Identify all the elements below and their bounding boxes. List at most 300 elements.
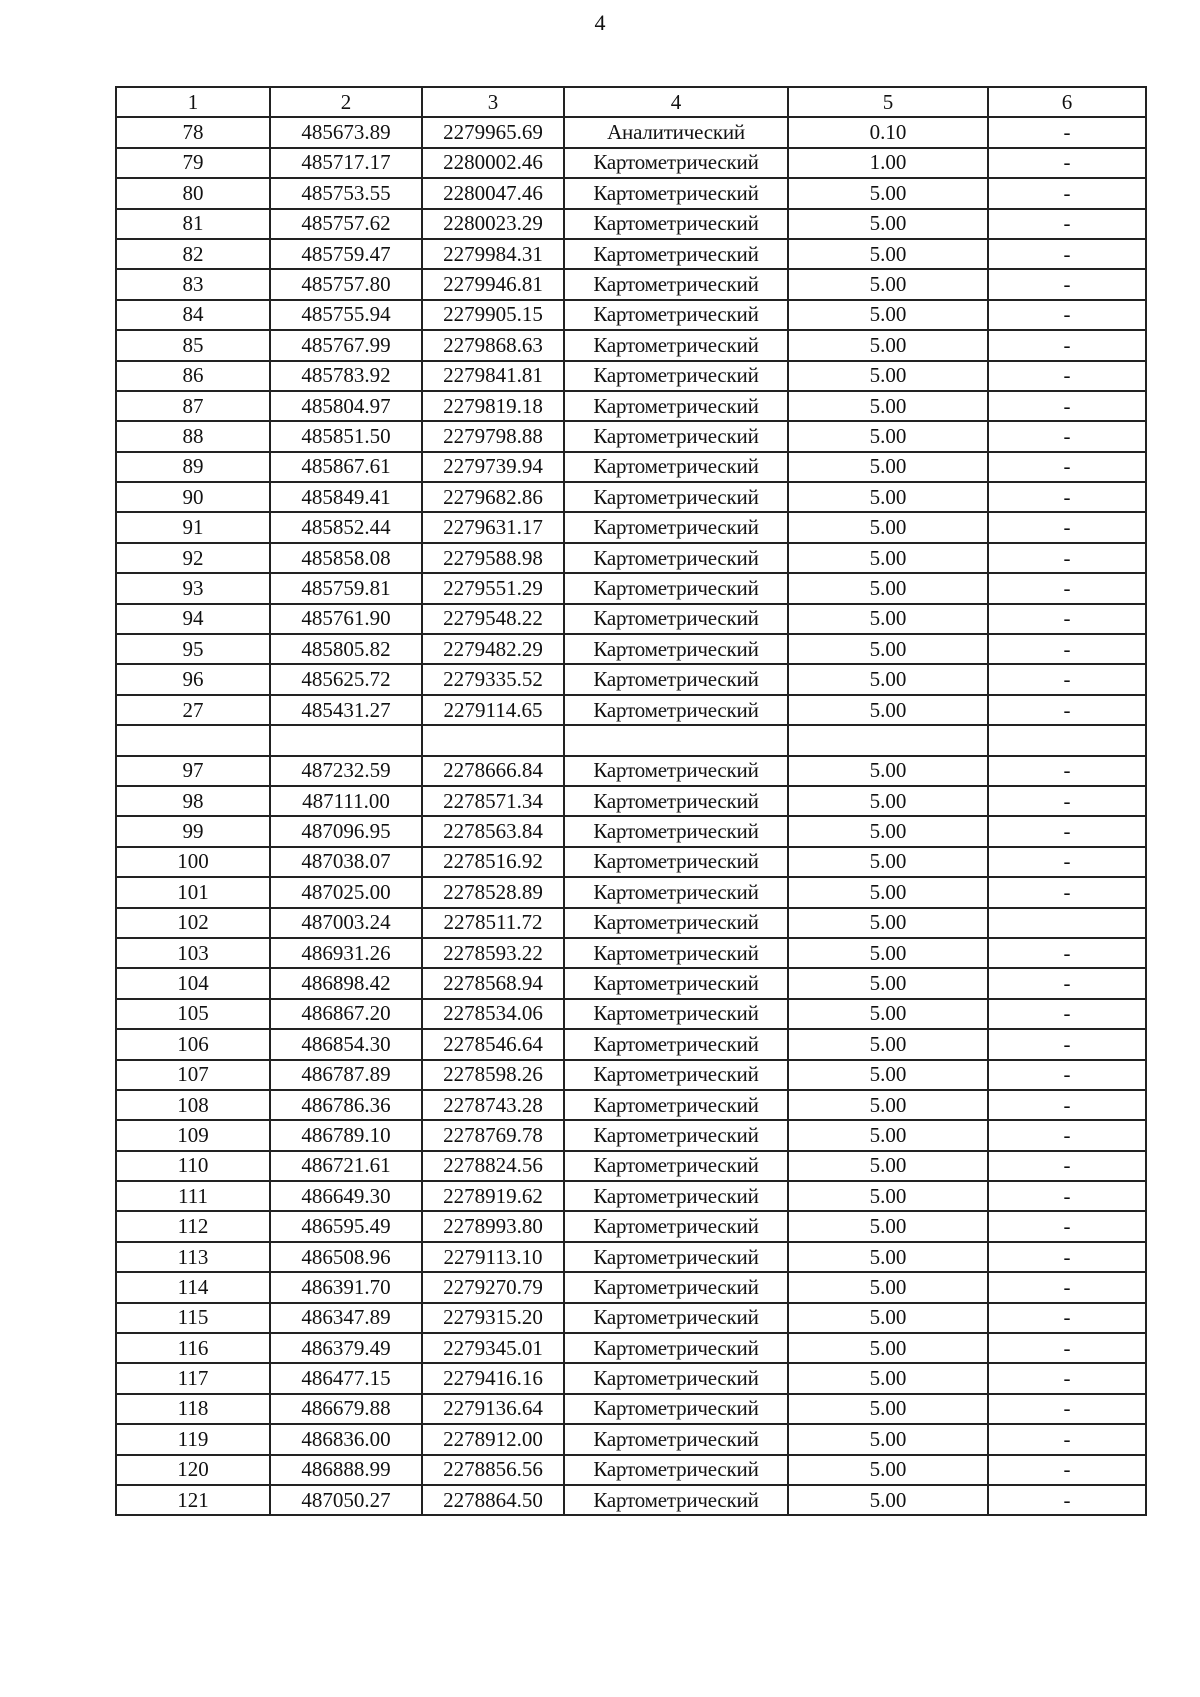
cell-y-coordinate: 2278993.80 — [422, 1211, 564, 1241]
table-row — [116, 604, 1146, 634]
cell-method: Картометрический — [564, 178, 788, 208]
cell-x-coordinate: 486854.30 — [270, 1029, 422, 1059]
cell-accuracy: 5.00 — [788, 1485, 988, 1515]
cell-y-coordinate: 2278912.00 — [422, 1424, 564, 1454]
cell-method: Картометрический — [564, 1272, 788, 1302]
cell-point-number: 110 — [116, 1151, 270, 1181]
cell-accuracy: 5.00 — [788, 1394, 988, 1424]
column-header-5: 5 — [788, 87, 988, 117]
column-header-4: 4 — [564, 87, 788, 117]
cell-x-coordinate: 485852.44 — [270, 512, 422, 542]
cell-point-number: 90 — [116, 482, 270, 512]
cell-accuracy: 5.00 — [788, 391, 988, 421]
cell-point-number — [116, 725, 270, 755]
cell-description: - — [988, 482, 1146, 512]
cell-x-coordinate: 486786.36 — [270, 1090, 422, 1120]
cell-x-coordinate: 485431.27 — [270, 695, 422, 725]
cell-accuracy: 5.00 — [788, 756, 988, 786]
cell-method: Картометрический — [564, 1029, 788, 1059]
table-row — [116, 1424, 1146, 1454]
cell-description: - — [988, 178, 1146, 208]
cell-accuracy: 5.00 — [788, 1060, 988, 1090]
cell-method: Картометрический — [564, 999, 788, 1029]
cell-description — [988, 725, 1146, 755]
cell-method: Аналитический — [564, 117, 788, 147]
table-row — [116, 269, 1146, 299]
cell-y-coordinate: 2278528.89 — [422, 877, 564, 907]
cell-accuracy: 5.00 — [788, 1181, 988, 1211]
cell-y-coordinate: 2279114.65 — [422, 695, 564, 725]
cell-y-coordinate: 2278743.28 — [422, 1090, 564, 1120]
cell-method: Картометрический — [564, 148, 788, 178]
table-row — [116, 786, 1146, 816]
cell-point-number: 84 — [116, 300, 270, 330]
table-row — [116, 816, 1146, 846]
cell-point-number: 81 — [116, 209, 270, 239]
cell-point-number: 107 — [116, 1060, 270, 1090]
cell-method — [564, 725, 788, 755]
cell-y-coordinate: 2279984.31 — [422, 239, 564, 269]
cell-point-number: 115 — [116, 1303, 270, 1333]
cell-accuracy: 5.00 — [788, 330, 988, 360]
cell-method: Картометрический — [564, 482, 788, 512]
cell-method: Картометрический — [564, 1120, 788, 1150]
cell-accuracy — [788, 725, 988, 755]
cell-x-coordinate: 487096.95 — [270, 816, 422, 846]
cell-method: Картометрический — [564, 1333, 788, 1363]
cell-description: - — [988, 756, 1146, 786]
table-row — [116, 543, 1146, 573]
cell-y-coordinate: 2278571.34 — [422, 786, 564, 816]
cell-accuracy: 5.00 — [788, 999, 988, 1029]
cell-y-coordinate: 2279905.15 — [422, 300, 564, 330]
table-row — [116, 664, 1146, 694]
table-row — [116, 209, 1146, 239]
cell-point-number: 95 — [116, 634, 270, 664]
cell-accuracy: 1.00 — [788, 148, 988, 178]
cell-accuracy: 5.00 — [788, 786, 988, 816]
cell-x-coordinate: 485851.50 — [270, 421, 422, 451]
cell-point-number: 89 — [116, 452, 270, 482]
cell-point-number: 94 — [116, 604, 270, 634]
table-row — [116, 1485, 1146, 1515]
cell-method: Картометрический — [564, 330, 788, 360]
cell-accuracy: 5.00 — [788, 209, 988, 239]
cell-description: - — [988, 1272, 1146, 1302]
cell-description: - — [988, 816, 1146, 846]
cell-accuracy: 5.00 — [788, 1455, 988, 1485]
cell-accuracy: 5.00 — [788, 1242, 988, 1272]
cell-description: - — [988, 421, 1146, 451]
cell-x-coordinate: 485755.94 — [270, 300, 422, 330]
cell-y-coordinate — [422, 725, 564, 755]
cell-accuracy: 5.00 — [788, 1303, 988, 1333]
cell-description: - — [988, 1363, 1146, 1393]
cell-method: Картометрический — [564, 1303, 788, 1333]
cell-point-number: 100 — [116, 847, 270, 877]
table-row — [116, 1363, 1146, 1393]
cell-y-coordinate: 2279270.79 — [422, 1272, 564, 1302]
cell-y-coordinate: 2280047.46 — [422, 178, 564, 208]
cell-description: - — [988, 1333, 1146, 1363]
cell-point-number: 88 — [116, 421, 270, 451]
cell-y-coordinate: 2279798.88 — [422, 421, 564, 451]
cell-accuracy: 5.00 — [788, 634, 988, 664]
cell-x-coordinate: 485805.82 — [270, 634, 422, 664]
cell-accuracy: 5.00 — [788, 1120, 988, 1150]
cell-description: - — [988, 664, 1146, 694]
cell-y-coordinate: 2279482.29 — [422, 634, 564, 664]
cell-x-coordinate: 485757.62 — [270, 209, 422, 239]
cell-x-coordinate: 485761.90 — [270, 604, 422, 634]
table-row — [116, 391, 1146, 421]
table-row — [116, 482, 1146, 512]
cell-point-number: 105 — [116, 999, 270, 1029]
cell-accuracy: 5.00 — [788, 573, 988, 603]
cell-x-coordinate: 485757.80 — [270, 269, 422, 299]
cell-y-coordinate: 2278919.62 — [422, 1181, 564, 1211]
cell-accuracy: 0.10 — [788, 117, 988, 147]
cell-x-coordinate: 486787.89 — [270, 1060, 422, 1090]
cell-description: - — [988, 847, 1146, 877]
cell-point-number: 97 — [116, 756, 270, 786]
cell-x-coordinate: 486347.89 — [270, 1303, 422, 1333]
cell-method: Картометрический — [564, 1211, 788, 1241]
cell-x-coordinate: 487050.27 — [270, 1485, 422, 1515]
table-row — [116, 999, 1146, 1029]
cell-method: Картометрический — [564, 300, 788, 330]
cell-x-coordinate: 487111.00 — [270, 786, 422, 816]
cell-description: - — [988, 1242, 1146, 1272]
cell-description: - — [988, 391, 1146, 421]
cell-x-coordinate: 487232.59 — [270, 756, 422, 786]
cell-description: - — [988, 269, 1146, 299]
cell-x-coordinate: 485759.47 — [270, 239, 422, 269]
cell-accuracy: 5.00 — [788, 1272, 988, 1302]
table-row — [116, 1333, 1146, 1363]
table-header — [116, 87, 1146, 117]
cell-x-coordinate: 486931.26 — [270, 938, 422, 968]
table-row — [116, 1242, 1146, 1272]
cell-method: Картометрический — [564, 512, 788, 542]
table-row — [116, 968, 1146, 998]
cell-point-number: 111 — [116, 1181, 270, 1211]
cell-y-coordinate: 2279335.52 — [422, 664, 564, 694]
cell-y-coordinate: 2279841.81 — [422, 361, 564, 391]
cell-accuracy: 5.00 — [788, 604, 988, 634]
cell-accuracy: 5.00 — [788, 178, 988, 208]
cell-description: - — [988, 877, 1146, 907]
cell-point-number: 109 — [116, 1120, 270, 1150]
cell-x-coordinate: 486721.61 — [270, 1151, 422, 1181]
column-header-3: 3 — [422, 87, 564, 117]
cell-x-coordinate: 485759.81 — [270, 573, 422, 603]
cell-y-coordinate: 2279113.10 — [422, 1242, 564, 1272]
cell-method: Картометрический — [564, 786, 788, 816]
cell-point-number: 116 — [116, 1333, 270, 1363]
cell-method: Картометрический — [564, 452, 788, 482]
cell-x-coordinate: 487003.24 — [270, 908, 422, 938]
cell-x-coordinate: 486391.70 — [270, 1272, 422, 1302]
cell-x-coordinate: 486867.20 — [270, 999, 422, 1029]
table-row — [116, 1090, 1146, 1120]
cell-x-coordinate: 486649.30 — [270, 1181, 422, 1211]
cell-description: - — [988, 1211, 1146, 1241]
cell-point-number: 86 — [116, 361, 270, 391]
cell-method: Картометрический — [564, 573, 788, 603]
table-row — [116, 512, 1146, 542]
cell-x-coordinate: 486888.99 — [270, 1455, 422, 1485]
cell-y-coordinate: 2278563.84 — [422, 816, 564, 846]
cell-x-coordinate: 486789.10 — [270, 1120, 422, 1150]
cell-accuracy: 5.00 — [788, 1029, 988, 1059]
cell-y-coordinate: 2278856.56 — [422, 1455, 564, 1485]
cell-y-coordinate: 2279631.17 — [422, 512, 564, 542]
cell-point-number: 114 — [116, 1272, 270, 1302]
cell-description: - — [988, 330, 1146, 360]
cell-method: Картометрический — [564, 421, 788, 451]
header-row — [116, 87, 1146, 117]
cell-x-coordinate: 485783.92 — [270, 361, 422, 391]
cell-accuracy: 5.00 — [788, 361, 988, 391]
cell-description: - — [988, 361, 1146, 391]
cell-method: Картометрический — [564, 1485, 788, 1515]
table-row — [116, 695, 1146, 725]
cell-description: - — [988, 938, 1146, 968]
cell-point-number: 96 — [116, 664, 270, 694]
cell-description: - — [988, 1303, 1146, 1333]
cell-x-coordinate: 487025.00 — [270, 877, 422, 907]
table-row — [116, 1151, 1146, 1181]
cell-description: - — [988, 148, 1146, 178]
cell-y-coordinate: 2279315.20 — [422, 1303, 564, 1333]
cell-point-number: 85 — [116, 330, 270, 360]
cell-accuracy: 5.00 — [788, 1211, 988, 1241]
table-row — [116, 1060, 1146, 1090]
cell-y-coordinate: 2278593.22 — [422, 938, 564, 968]
page-number: 4 — [594, 10, 606, 35]
table-row — [116, 1394, 1146, 1424]
cell-point-number: 101 — [116, 877, 270, 907]
cell-y-coordinate: 2278598.26 — [422, 1060, 564, 1090]
table-row — [116, 1303, 1146, 1333]
cell-point-number: 113 — [116, 1242, 270, 1272]
cell-point-number: 102 — [116, 908, 270, 938]
table-body — [116, 117, 1146, 1515]
cell-accuracy: 5.00 — [788, 847, 988, 877]
cell-y-coordinate: 2278769.78 — [422, 1120, 564, 1150]
cell-point-number: 87 — [116, 391, 270, 421]
table-row — [116, 148, 1146, 178]
cell-method: Картометрический — [564, 1060, 788, 1090]
cell-x-coordinate: 485673.89 — [270, 117, 422, 147]
cell-x-coordinate — [270, 725, 422, 755]
cell-accuracy: 5.00 — [788, 1363, 988, 1393]
cell-y-coordinate: 2279965.69 — [422, 117, 564, 147]
cell-method: Картометрический — [564, 209, 788, 239]
cell-point-number: 117 — [116, 1363, 270, 1393]
cell-description: - — [988, 209, 1146, 239]
cell-point-number: 91 — [116, 512, 270, 542]
cell-method: Картометрический — [564, 604, 788, 634]
cell-y-coordinate: 2278568.94 — [422, 968, 564, 998]
cell-method: Картометрический — [564, 1151, 788, 1181]
cell-point-number: 112 — [116, 1211, 270, 1241]
cell-description: - — [988, 1455, 1146, 1485]
cell-description: - — [988, 604, 1146, 634]
cell-point-number: 79 — [116, 148, 270, 178]
cell-y-coordinate: 2279739.94 — [422, 452, 564, 482]
table-row — [116, 330, 1146, 360]
cell-y-coordinate: 2280002.46 — [422, 148, 564, 178]
cell-x-coordinate: 485849.41 — [270, 482, 422, 512]
table-row — [116, 877, 1146, 907]
cell-method: Картометрический — [564, 543, 788, 573]
cell-x-coordinate: 486477.15 — [270, 1363, 422, 1393]
cell-method: Картометрический — [564, 1424, 788, 1454]
cell-point-number: 118 — [116, 1394, 270, 1424]
cell-accuracy: 5.00 — [788, 1424, 988, 1454]
cell-x-coordinate: 485753.55 — [270, 178, 422, 208]
cell-point-number: 104 — [116, 968, 270, 998]
cell-x-coordinate: 486836.00 — [270, 1424, 422, 1454]
table-row — [116, 421, 1146, 451]
cell-method: Картометрический — [564, 361, 788, 391]
cell-x-coordinate: 485858.08 — [270, 543, 422, 573]
cell-description: - — [988, 452, 1146, 482]
cell-y-coordinate: 2278534.06 — [422, 999, 564, 1029]
cell-method: Картометрический — [564, 968, 788, 998]
cell-point-number: 99 — [116, 816, 270, 846]
cell-x-coordinate: 485767.99 — [270, 330, 422, 360]
cell-y-coordinate: 2280023.29 — [422, 209, 564, 239]
cell-point-number: 92 — [116, 543, 270, 573]
cell-accuracy: 5.00 — [788, 1090, 988, 1120]
table-row — [116, 634, 1146, 664]
column-header-2: 2 — [270, 87, 422, 117]
table-row — [116, 239, 1146, 269]
cell-point-number: 27 — [116, 695, 270, 725]
cell-method: Картометрический — [564, 908, 788, 938]
cell-x-coordinate: 485867.61 — [270, 452, 422, 482]
cell-y-coordinate: 2279588.98 — [422, 543, 564, 573]
cell-method: Картометрический — [564, 269, 788, 299]
cell-y-coordinate: 2278516.92 — [422, 847, 564, 877]
cell-point-number: 78 — [116, 117, 270, 147]
cell-description: - — [988, 300, 1146, 330]
table-row — [116, 725, 1146, 755]
cell-accuracy: 5.00 — [788, 908, 988, 938]
table-row — [116, 756, 1146, 786]
cell-point-number: 119 — [116, 1424, 270, 1454]
cell-x-coordinate: 487038.07 — [270, 847, 422, 877]
cell-method: Картометрический — [564, 877, 788, 907]
table-row — [116, 300, 1146, 330]
cell-method: Картометрический — [564, 1181, 788, 1211]
table-row — [116, 573, 1146, 603]
cell-y-coordinate: 2278864.50 — [422, 1485, 564, 1515]
cell-description: - — [988, 573, 1146, 603]
cell-method: Картометрический — [564, 938, 788, 968]
cell-method: Картометрический — [564, 816, 788, 846]
cell-point-number: 121 — [116, 1485, 270, 1515]
cell-point-number: 120 — [116, 1455, 270, 1485]
cell-point-number: 80 — [116, 178, 270, 208]
cell-method: Картометрический — [564, 239, 788, 269]
cell-description: - — [988, 999, 1146, 1029]
cell-x-coordinate: 486898.42 — [270, 968, 422, 998]
cell-method: Картометрический — [564, 1394, 788, 1424]
table-row — [116, 847, 1146, 877]
cell-description: - — [988, 1485, 1146, 1515]
cell-accuracy: 5.00 — [788, 664, 988, 694]
cell-method: Картометрический — [564, 695, 788, 725]
cell-accuracy: 5.00 — [788, 695, 988, 725]
table-row — [116, 452, 1146, 482]
cell-description: - — [988, 1029, 1146, 1059]
cell-accuracy: 5.00 — [788, 421, 988, 451]
cell-method: Картометрический — [564, 756, 788, 786]
table-row — [116, 1181, 1146, 1211]
cell-accuracy: 5.00 — [788, 968, 988, 998]
cell-accuracy: 5.00 — [788, 482, 988, 512]
cell-y-coordinate: 2278666.84 — [422, 756, 564, 786]
table-row — [116, 117, 1146, 147]
cell-x-coordinate: 485804.97 — [270, 391, 422, 421]
cell-method: Картометрический — [564, 634, 788, 664]
table-row — [116, 938, 1146, 968]
cell-y-coordinate: 2279819.18 — [422, 391, 564, 421]
cell-y-coordinate: 2278511.72 — [422, 908, 564, 938]
cell-description: - — [988, 239, 1146, 269]
cell-description: - — [988, 1120, 1146, 1150]
cell-point-number: 98 — [116, 786, 270, 816]
cell-point-number: 82 — [116, 239, 270, 269]
table-row — [116, 1211, 1146, 1241]
cell-description: - — [988, 695, 1146, 725]
cell-y-coordinate: 2279551.29 — [422, 573, 564, 603]
cell-point-number: 106 — [116, 1029, 270, 1059]
cell-x-coordinate: 486679.88 — [270, 1394, 422, 1424]
cell-accuracy: 5.00 — [788, 938, 988, 968]
cell-y-coordinate: 2278546.64 — [422, 1029, 564, 1059]
cell-point-number: 83 — [116, 269, 270, 299]
cell-point-number: 103 — [116, 938, 270, 968]
cell-y-coordinate: 2279682.86 — [422, 482, 564, 512]
table-row — [116, 361, 1146, 391]
cell-accuracy: 5.00 — [788, 269, 988, 299]
cell-x-coordinate: 486595.49 — [270, 1211, 422, 1241]
cell-method: Картометрический — [564, 847, 788, 877]
cell-description: - — [988, 543, 1146, 573]
cell-description: - — [988, 117, 1146, 147]
cell-x-coordinate: 486508.96 — [270, 1242, 422, 1272]
cell-description: - — [988, 1060, 1146, 1090]
cell-accuracy: 5.00 — [788, 816, 988, 846]
cell-method: Картометрический — [564, 1455, 788, 1485]
cell-x-coordinate: 485717.17 — [270, 148, 422, 178]
cell-description: - — [988, 1090, 1146, 1120]
cell-accuracy: 5.00 — [788, 877, 988, 907]
cell-description: - — [988, 1181, 1146, 1211]
cell-y-coordinate: 2279868.63 — [422, 330, 564, 360]
table-row — [116, 908, 1146, 938]
cell-method: Картометрический — [564, 1363, 788, 1393]
column-header-1: 1 — [116, 87, 270, 117]
cell-description: - — [988, 968, 1146, 998]
cell-description: - — [988, 1424, 1146, 1454]
cell-y-coordinate: 2279136.64 — [422, 1394, 564, 1424]
